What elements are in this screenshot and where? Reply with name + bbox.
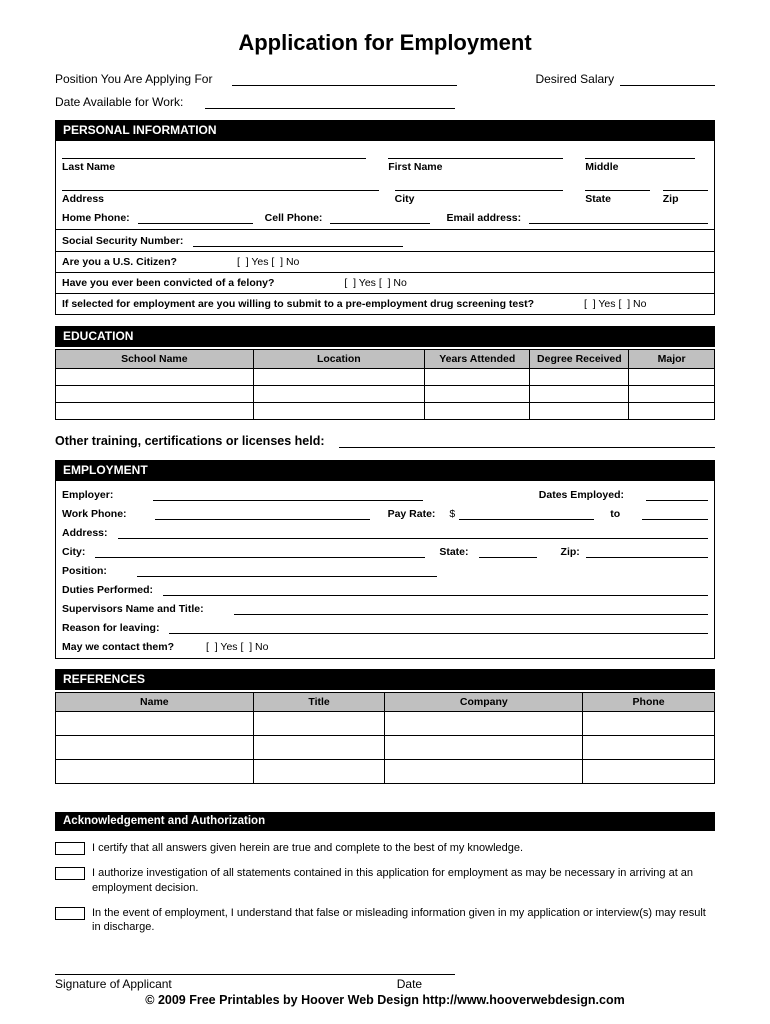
initial-checkbox[interactable] [55, 842, 85, 855]
signature-date-label: Date [396, 977, 423, 992]
felony-question: Have you ever been convicted of a felony? [62, 277, 275, 289]
contact-employer-question: May we contact them? [62, 641, 175, 653]
signature-labels-row [55, 977, 455, 991]
references-cell[interactable] [253, 736, 385, 760]
middle-name-line[interactable] [585, 147, 695, 159]
employer-city-line[interactable] [95, 546, 425, 558]
pay-rate-line[interactable] [459, 508, 594, 520]
desired-salary-input-line[interactable] [620, 73, 715, 86]
education-cell[interactable] [253, 386, 424, 403]
drug-screen-question: If selected for employment are you willing to submit to a pre-employment drug screening test? [62, 298, 534, 310]
education-cell[interactable] [56, 369, 254, 386]
education-cell[interactable] [629, 403, 715, 420]
felony-yes-no-checkboxes[interactable]: [ ] Yes [ ] No [344, 277, 407, 289]
citizen-row [56, 251, 714, 272]
address-row [56, 179, 714, 211]
city-field [395, 179, 563, 211]
middle-name-label: Middle [585, 161, 619, 173]
references-header: REFERENCES [55, 669, 715, 690]
name-row [56, 147, 714, 179]
references-cell[interactable] [385, 712, 583, 736]
references-cell[interactable] [583, 712, 715, 736]
education-cell[interactable] [56, 386, 254, 403]
state-label: State [585, 193, 611, 205]
citizen-yes-no-checkboxes[interactable]: [ ] Yes [ ] No [236, 256, 300, 268]
to-label: to [610, 508, 621, 520]
references-header-row [56, 693, 715, 712]
employer-city-label: City: [62, 546, 86, 558]
page-title: Application for Employment [238, 30, 532, 55]
contact-yes-no-checkboxes[interactable]: [ ] Yes [ ] No [206, 641, 269, 653]
education-cell[interactable] [425, 369, 530, 386]
last-name-field [62, 147, 366, 179]
first-name-line[interactable] [388, 147, 562, 159]
cell-phone-label: Cell Phone: [264, 212, 323, 224]
references-cell[interactable] [385, 760, 583, 784]
zip-label: Zip [662, 193, 679, 205]
education-col-major: Major [629, 350, 715, 369]
education-cell[interactable] [629, 386, 715, 403]
references-cell[interactable] [56, 760, 254, 784]
employer-city-row [56, 542, 714, 561]
initial-checkbox[interactable] [55, 867, 85, 880]
references-cell[interactable] [583, 736, 715, 760]
city-line[interactable] [395, 179, 563, 191]
education-cell[interactable] [530, 386, 629, 403]
email-label: Email address: [446, 212, 522, 224]
middle-name-field [585, 147, 695, 179]
references-cell[interactable] [56, 736, 254, 760]
state-line[interactable] [585, 179, 650, 191]
education-header: EDUCATION [55, 326, 715, 347]
employer-address-line[interactable] [118, 527, 708, 539]
employer-row [56, 485, 714, 504]
citizen-question: Are you a U.S. Citizen? [62, 256, 177, 268]
zip-field [663, 179, 708, 211]
last-name-line[interactable] [62, 147, 366, 159]
references-table [55, 692, 715, 784]
education-table [55, 349, 715, 420]
education-cell[interactable] [425, 403, 530, 420]
education-col-years: Years Attended [425, 350, 530, 369]
education-col-degree: Degree Received [530, 350, 629, 369]
address-field [62, 179, 379, 211]
acknowledgement-statement: In the event of employment, I understand that false or misleading information given in my application or interview(s) may result in discharge. [92, 906, 706, 934]
education-cell[interactable] [629, 369, 715, 386]
employer-label: Employer: [62, 489, 114, 501]
drug-screen-row [56, 293, 714, 314]
education-header-row [56, 350, 715, 369]
other-training-row [55, 434, 715, 448]
duties-line[interactable] [163, 584, 708, 596]
dates-employed-label: Dates Employed: [538, 489, 624, 501]
contact-employer-row [56, 637, 714, 656]
references-col-title: Title [253, 693, 385, 712]
references-section [55, 669, 715, 784]
reason-leaving-row [56, 618, 714, 637]
personal-information-header: PERSONAL INFORMATION [55, 120, 715, 141]
address-label: Address [62, 193, 105, 205]
home-phone-label: Home Phone: [62, 212, 130, 224]
dates-employed-line[interactable] [646, 489, 708, 501]
other-training-line[interactable] [339, 435, 715, 448]
employer-address-label: Address: [62, 527, 108, 539]
personal-information-box [55, 141, 715, 315]
duties-label: Duties Performed: [62, 584, 154, 596]
education-cell[interactable] [425, 386, 530, 403]
work-phone-row [56, 504, 714, 523]
education-row [56, 403, 715, 420]
employer-state-line[interactable] [479, 546, 537, 558]
personal-information-section [55, 120, 715, 315]
references-cell[interactable] [253, 712, 385, 736]
email-line[interactable] [529, 211, 708, 224]
employment-section [55, 460, 715, 659]
signature-line[interactable] [55, 961, 455, 975]
last-name-label: Last Name [62, 161, 116, 173]
education-col-school: School Name [56, 350, 254, 369]
position-held-row [56, 561, 714, 580]
references-row [56, 736, 715, 760]
acknowledgement-statement: I authorize investigation of all statements contained in this application for employment as may be necessary in arriving at an employment decision. [92, 866, 694, 894]
references-cell[interactable] [385, 736, 583, 760]
acknowledgement-item [55, 866, 715, 896]
references-cell[interactable] [253, 760, 385, 784]
ssn-label: Social Security Number: [62, 234, 184, 247]
currency-symbol: $ [449, 508, 456, 520]
duties-row [56, 580, 714, 599]
position-label: Position You Are Applying For [55, 72, 213, 86]
acknowledgement-header: Acknowledgement and Authorization [55, 812, 715, 831]
education-col-location: Location [253, 350, 424, 369]
acknowledgement-section [55, 812, 715, 935]
pay-rate-to-line[interactable] [642, 508, 708, 520]
address-line[interactable] [62, 179, 379, 191]
acknowledgement-item [55, 841, 715, 856]
employer-state-label: State: [439, 546, 469, 558]
other-training-label: Other training, certifications or licenses held: [55, 434, 325, 448]
supervisor-line[interactable] [234, 603, 708, 615]
employer-zip-line[interactable] [586, 546, 708, 558]
employer-address-row [56, 523, 714, 542]
signature-label: Signature of Applicant [55, 977, 172, 992]
position-row [55, 72, 715, 86]
position-held-line[interactable] [137, 565, 437, 577]
employer-zip-label: Zip: [560, 546, 580, 558]
education-row [56, 369, 715, 386]
ssn-line[interactable] [193, 234, 403, 247]
felony-row [56, 272, 714, 293]
initial-checkbox[interactable] [55, 907, 85, 920]
references-row [56, 760, 715, 784]
acknowledgement-statement: I certify that all answers given herein are true and complete to the best of my knowledge. [92, 842, 524, 854]
references-cell[interactable] [583, 760, 715, 784]
references-col-name: Name [56, 693, 254, 712]
education-cell[interactable] [253, 403, 424, 420]
copyright-text: © 2009 Free Printables by Hoover Web Design http://www.hooverwebdesign.com [145, 993, 625, 1008]
first-name-field [388, 147, 562, 179]
education-cell[interactable] [253, 369, 424, 386]
references-row [56, 712, 715, 736]
education-section [55, 326, 715, 420]
education-row [56, 386, 715, 403]
city-label: City [394, 193, 415, 205]
ssn-row [56, 229, 714, 251]
employment-header: EMPLOYMENT [55, 460, 715, 481]
supervisor-row [56, 599, 714, 618]
desired-salary-label: Desired Salary [535, 72, 615, 86]
references-col-company: Company [385, 693, 583, 712]
reason-leaving-label: Reason for leaving: [62, 622, 160, 634]
date-available-label: Date Available for Work: [55, 95, 184, 109]
date-available-row [55, 95, 715, 109]
cell-phone-line[interactable] [330, 211, 430, 224]
supervisor-label: Supervisors Name and Title: [62, 603, 204, 615]
first-name-label: First Name [388, 161, 443, 173]
acknowledgement-item [55, 906, 715, 936]
pay-rate-label: Pay Rate: [387, 508, 436, 520]
education-cell[interactable] [530, 369, 629, 386]
position-input-line[interactable] [232, 73, 457, 86]
references-col-phone: Phone [583, 693, 715, 712]
references-cell[interactable] [56, 712, 254, 736]
education-cell[interactable] [530, 403, 629, 420]
date-available-input-line[interactable] [205, 96, 455, 109]
position-held-label: Position: [62, 565, 107, 577]
education-cell[interactable] [56, 403, 254, 420]
work-phone-line[interactable] [155, 508, 370, 520]
reason-leaving-line[interactable] [169, 622, 708, 634]
phones-row [56, 211, 714, 229]
employer-line[interactable] [153, 489, 423, 501]
work-phone-label: Work Phone: [62, 508, 127, 520]
home-phone-line[interactable] [138, 211, 253, 224]
drug-yes-no-checkboxes[interactable]: [ ] Yes [ ] No [584, 298, 647, 310]
employment-box [55, 481, 715, 659]
zip-line[interactable] [663, 179, 708, 191]
state-field [585, 179, 650, 211]
